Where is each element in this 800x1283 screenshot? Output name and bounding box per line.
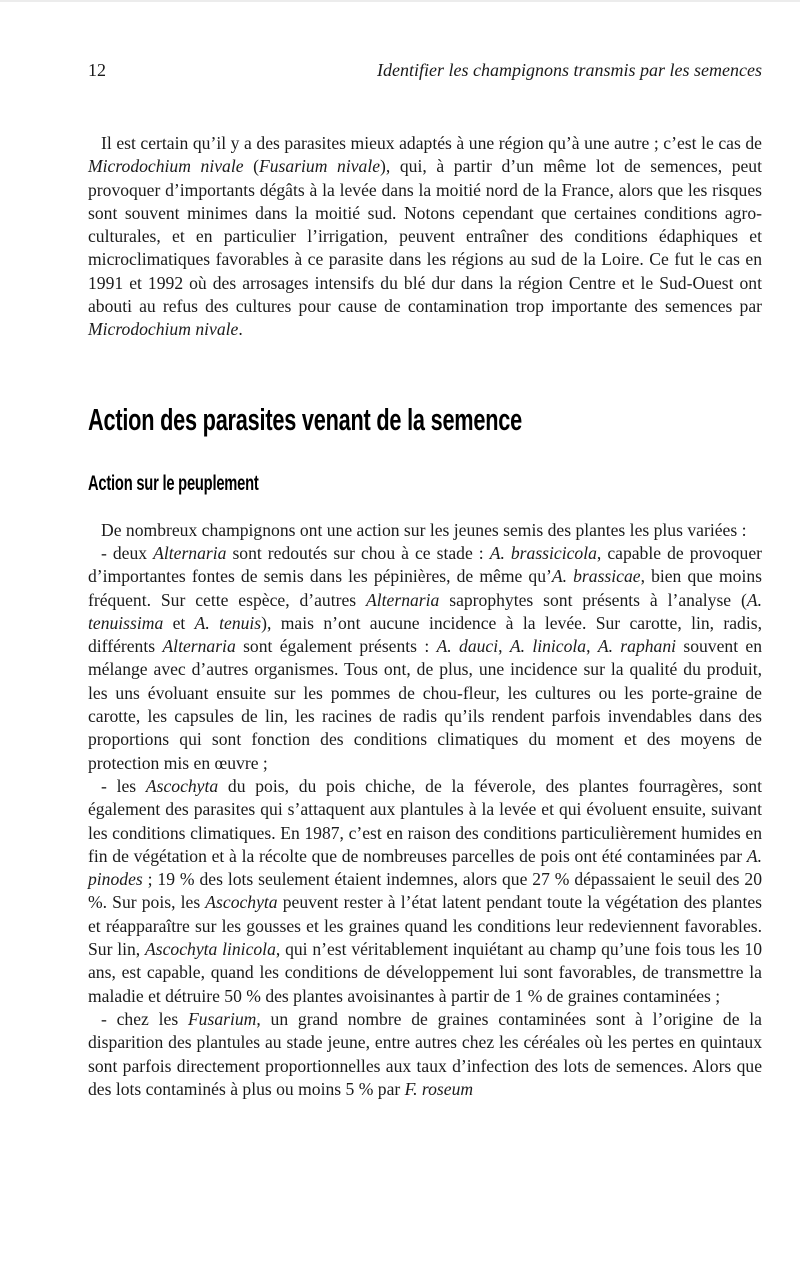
section-heading-text: Action des parasites venant de la semence <box>88 401 523 437</box>
list-item-ascochyta: - les Ascochyta du pois, du pois chiche, de la féverole, des plantes fourragères, sont également des parasites qui s’attaquent aux plantules à la levée et qui évoluent ensuite, suivant les conditions climatiques. En 1987, c’est en raison des conditions particulièrement humides en fin de végétation et à la récolte que de nombreuses parcelles de pois ont été contaminées par A. pinodes ; 19 % des lots seulement étaient indemnes, alors que 27 % dépassaient le seuil des 20 %. Sur pois, les Ascochyta peuvent rester à l’état latent pendant toute la végétation des plantes et réapparaître sur les gousses et les graines quand les conditions leur redeviennent favorables. Sur lin, Ascochyta linicola, qui n’est véritablement inquiétant au champ qu’une fois tous les 10 ans, est capable, quand les conditions de développement lui sont favorables, de transmettre la maladie et détruire 50 % des plantes avoisinantes à partir de 1 % de graines contaminées ; <box>88 775 763 1006</box>
paragraph-intro: Il est certain qu’il y a des parasites mieux adaptés à une région qu’à une autre ; c’est le cas de Microdochium nivale (Fusarium nivale), qui, à partir d’un même lot de semences, peut provoquer d’importants dégâts à la levée dans la moitié nord de la France, alors que les risques sont souvent minimes dans la moitié sud. Notons cependant que certaines conditions agro-culturales, et en particulier l’irrigation, peuvent entraîner des conditions édaphiques et microclimatiques favorables à ce parasite dans les régions au sud de la Loire. Ce fut le cas en 1991 et 1992 où des arrosages intensifs du blé dur dans la région Centre et le Sud-Ouest ont abouti au refus des cultures pour cause de contamination trop importante des semences par Microdochium nivale. <box>88 133 762 340</box>
list-item-alternaria: - deux Alternaria sont redoutés sur chou à ce stade : A. brassicicola, capable de provoquer d’importantes fontes de semis dans les pépinières, de même qu’A. brassicae, bien que moins fréquent. Sur cette espèce, d’autres Alternaria saprophytes sont présents à l’analyse (A. tenuissima et A. tenuis), mais n’ont aucune incidence à la levée. Sur carotte, lin, radis, différents Alternaria sont également présents : A. dauci, A. linicola, A. raphani souvent en mélange avec d’autres organismes. Tous ont, de plus, une incidence sur la qualité du produit, les uns évoluant ensuite sur les pommes de chou-fleur, les cultures ou les porte-graine de carotte, les capsules de lin, les racines de radis qu’ils rendent parfois invendables dans des proportions qui sont fonction des conditions climatiques du moment et des moyens de protection mis en œuvre ; <box>88 542 763 773</box>
page-number: 12 <box>88 60 106 80</box>
list-item-fusarium: - chez les Fusarium, un grand nombre de graines contaminées sont à l’origine de la disparition des plantules au stade jeune, entre autres chez les céréales où les pertes en quintaux sont parfois directement proportionnelles aux taux d’infection des lots de semences. Alors que des lots contaminés à plus ou moins 5 % par F. roseum <box>88 1008 762 1099</box>
running-title: Identifier les champignons transmis par les semences <box>377 60 762 80</box>
running-head <box>88 59 762 81</box>
paragraph-lead: De nombreux champignons ont une action sur les jeunes semis des plantes les plus variées : <box>101 519 747 540</box>
section-heading <box>88 401 762 437</box>
subsection-heading <box>88 473 762 494</box>
subsection-heading-text: Action sur le peuplement <box>88 471 259 495</box>
